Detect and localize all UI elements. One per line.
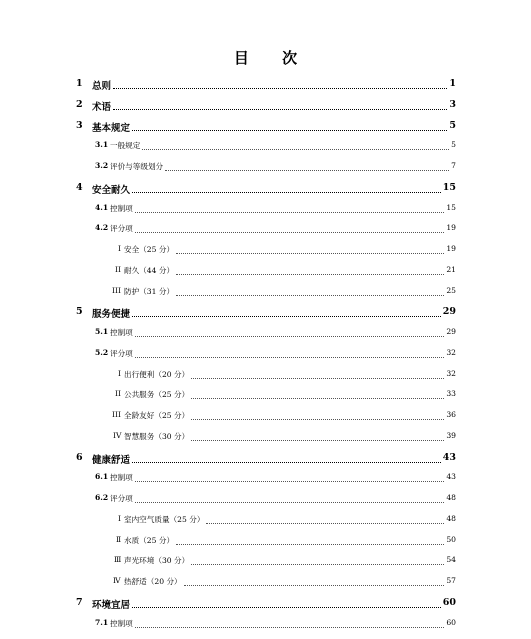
toc-entry-title: 安全耐久 [92,184,131,196]
toc-entry-page: 60 [446,617,456,627]
toc-entry-number: 3.1 [95,140,109,150]
toc-entry-title: 一般规定 [110,141,141,151]
toc-dot-leader [142,140,449,150]
toc-entry[interactable] [0,597,456,613]
toc-entry-title: 安全（25 分） [124,245,175,254]
toc-entry-number: III [112,285,121,295]
toc-entry-number: 6.1 [95,472,109,482]
toc-entry-page: 25 [446,285,456,295]
toc-entry-number: 3.2 [95,161,109,170]
toc-entry-number: Ⅱ [116,534,122,544]
toc-dot-leader [135,203,444,213]
toc-entry[interactable] [0,286,456,302]
toc-entry-page: 54 [446,555,456,565]
toc-dot-leader [135,618,444,628]
toc-entry-title: 耐久（44 分） [124,265,175,275]
toc-entry-title: 控制项 [110,618,133,628]
toc-dot-leader [191,410,444,420]
toc-entry-number: 6 [76,451,83,463]
toc-entry-number: 6.2 [95,493,109,502]
toc-entry-title: 水质（25 分） [124,535,175,545]
toc-entry-title: 健康舒适 [92,454,131,466]
toc-entry[interactable] [0,555,456,571]
toc-entry-number: I [118,244,121,253]
toc-entry[interactable] [0,78,456,94]
toc-entry-number: 5 [76,306,83,318]
toc-entry-title: 评价与等级划分 [110,162,164,171]
toc-entry-page: 32 [446,347,456,357]
toc-entry[interactable] [0,431,456,447]
toc-entry[interactable] [0,265,456,281]
toc-entry-title: 环境宜居 [92,599,131,611]
toc-entry-page: 21 [446,264,456,274]
toc-entry[interactable] [0,223,456,239]
toc-dot-leader [132,182,441,193]
toc-dot-leader [206,514,444,524]
toc-entry-page: 1 [449,78,456,89]
toc-entry[interactable] [0,576,456,592]
toc-entry-page: 43 [446,472,456,482]
toc-entry[interactable] [0,535,456,551]
toc-entry-page: 7 [451,161,456,170]
toc-entry-page: 43 [442,451,456,463]
toc-dot-leader [135,223,444,233]
toc-entry-page: 19 [446,223,456,233]
toc-dot-leader [176,265,444,275]
toc-entry[interactable] [0,452,456,468]
toc-entry[interactable] [0,472,456,488]
toc-entry-page: 29 [446,327,456,336]
toc-entry-title: 室内空气质量（25 分） [124,514,205,524]
toc-entry[interactable] [0,244,456,260]
toc-entry-number: 7 [76,596,83,608]
toc-entry[interactable] [0,348,456,364]
toc-entry-number: II [115,264,121,274]
toc-entry-number: 1 [76,78,83,89]
toc-entry-title: 控制项 [110,203,133,213]
toc-entry[interactable] [0,618,456,634]
toc-dot-leader [132,597,441,608]
toc-entry[interactable] [0,493,456,509]
toc-entry-title: 控制项 [110,328,133,337]
toc-entry-number: III [112,410,121,419]
toc-dot-leader [135,493,444,503]
toc-dot-leader [191,431,444,441]
toc-entry[interactable] [0,99,456,115]
toc-entry-page: 36 [446,410,456,419]
toc-dot-leader [165,161,449,171]
toc-entry-number: Ⅰ [118,513,121,523]
toc-entry-page: 29 [442,306,456,318]
toc-entry[interactable] [0,410,456,426]
toc-entry-page: 48 [446,493,456,502]
toc-entry-title: 术语 [92,101,112,113]
toc-dot-leader [135,472,444,482]
toc-entry-number: 4.1 [95,202,109,212]
toc-entry-title: 总则 [92,81,112,92]
toc-entry[interactable] [0,120,456,136]
toc-entry[interactable] [0,389,456,405]
toc-entry-title: 热舒适（20 分） [124,577,182,586]
toc-dot-leader [135,327,444,337]
toc-entry-title: 基本规定 [92,122,131,134]
toc-entry-page: 19 [446,244,456,253]
toc-entry-number: Ⅳ [113,576,121,585]
toc-entry-page: 48 [446,513,456,523]
toc-dot-leader [176,535,444,545]
toc-entry-page: 15 [446,202,456,212]
toc-entry-title: 防护（31 分） [124,286,175,296]
toc-entry-page: 60 [442,596,456,608]
toc-entry-number: 4.2 [95,223,109,233]
toc-entry[interactable] [0,514,456,530]
toc-entry-number: II [115,389,121,399]
toc-entry-page: 15 [442,181,456,193]
toc-entry-number: 3 [76,119,83,131]
toc-dot-leader [176,244,444,254]
toc-entry-title: 评分项 [110,348,133,358]
toc-entry-number: 2 [76,98,83,110]
toc-entry-title: 智慧服务（30 分） [124,431,190,441]
toc-entry-number: IV [113,430,122,440]
toc-entry[interactable] [0,369,456,385]
toc-entry-page: 50 [446,534,456,544]
toc-dot-leader [132,120,447,131]
toc-entry-page: 57 [446,576,456,585]
toc-dot-leader [113,78,447,89]
toc-dot-leader [191,389,444,399]
toc-entry-page: 39 [446,430,456,440]
toc-dot-leader [191,555,444,565]
toc-entry-number: 7.1 [95,617,109,627]
toc-entry[interactable] [0,182,456,198]
toc-entry[interactable] [0,203,456,219]
toc-entry-number: Ⅲ [114,555,122,565]
toc-entry-number: 4 [76,181,83,193]
toc-entry[interactable] [0,306,456,322]
toc-entry[interactable] [0,140,456,156]
toc-entry-title: 评分项 [110,494,133,503]
toc-entry-title: 公共服务（25 分） [124,390,190,400]
toc-entry-number: 5.1 [95,327,109,336]
toc-entry-title: 评分项 [110,224,133,234]
toc-entry-number: Ⅰ [118,368,121,378]
toc-entry-title: 控制项 [110,473,133,483]
toc-entry-page: 5 [451,140,456,150]
toc-dot-leader [135,348,444,358]
toc-entry[interactable] [0,161,456,177]
toc-entry-page: 32 [446,368,456,378]
toc-dot-leader [191,369,444,379]
toc-entry-title: 声光环境（30 分） [124,556,190,566]
toc-entry-title: 出行便利（20 分） [124,369,190,379]
toc-entry-title: 服务便捷 [92,309,131,321]
toc-entry-title: 全龄友好（25 分） [124,411,190,420]
toc-dot-leader [176,286,444,296]
toc-entry[interactable] [0,327,456,343]
toc-entry-page: 3 [449,98,456,110]
toc-dot-leader [184,576,444,586]
toc-dot-leader [132,452,441,463]
toc-entry-page: 5 [449,119,456,131]
toc-dot-leader [132,306,441,317]
toc-entry-number: 5.2 [95,347,109,357]
page-title: 目 次 [233,49,312,67]
toc-entry-page: 33 [446,389,456,399]
toc-dot-leader [113,99,447,110]
